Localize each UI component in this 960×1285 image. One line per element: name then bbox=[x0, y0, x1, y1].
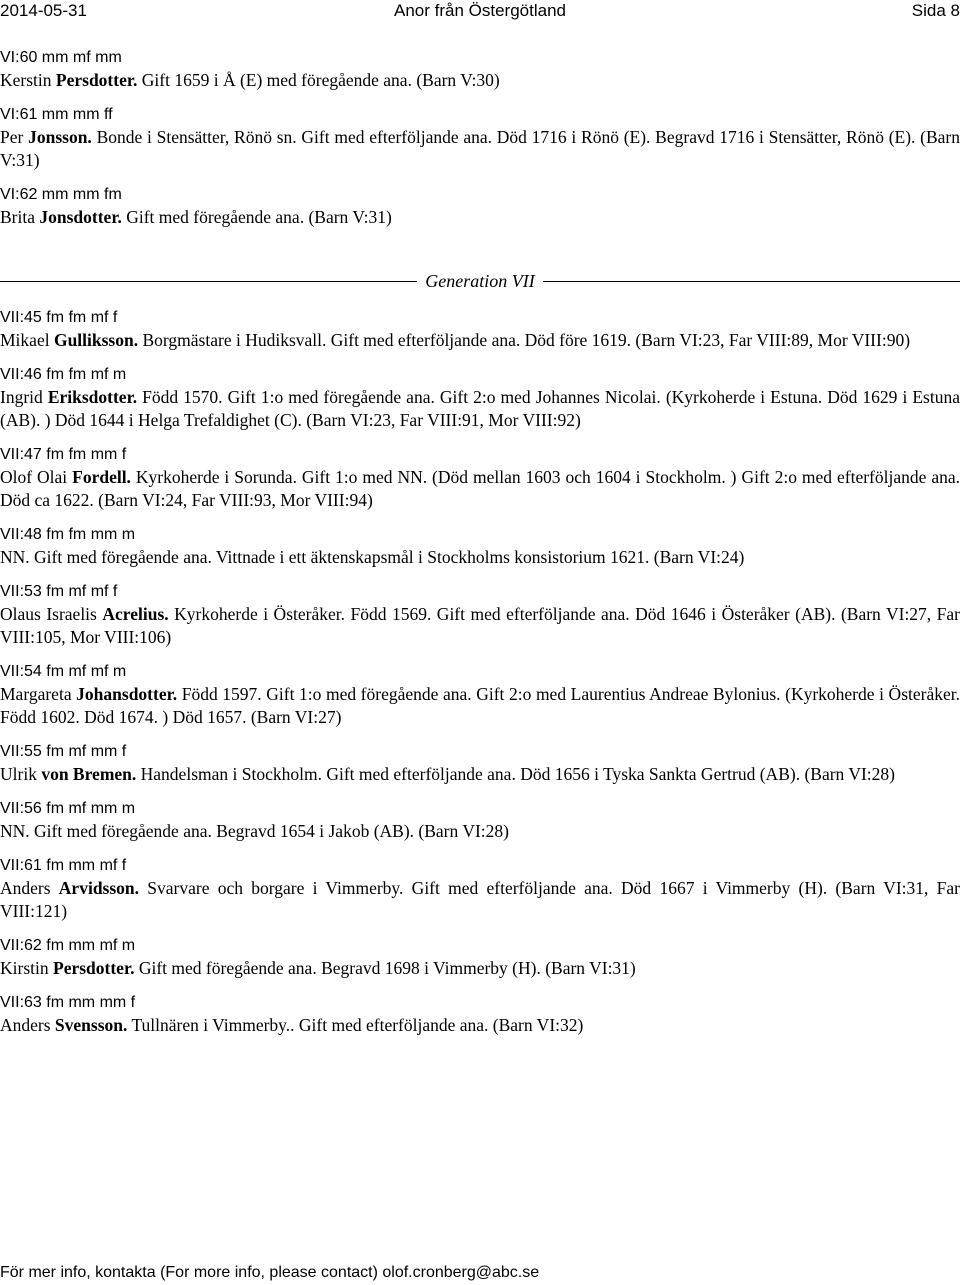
surname: Johansdotter. bbox=[76, 684, 178, 704]
surname: Fordell. bbox=[72, 467, 131, 487]
ancestor-entry bbox=[0, 798, 960, 843]
ancestor-description bbox=[0, 877, 960, 923]
ancestor-code: VII:62 fm mm mf m bbox=[0, 937, 136, 954]
ancestor-code: VII:63 fm mm mm f bbox=[0, 994, 136, 1011]
entry-details: Bonde i Stensätter, Rönö sn. Gift med efterföljande ana. Död 1716 i Rönö (E). Begravd 1716 i Stensätter, Rönö (E). (Barn V:31) bbox=[0, 127, 960, 170]
entry-details: NN. Gift med föregående ana. Vittnade i ett äktenskapsmål i Stockholms konsistorium 1621. (Barn VI:24) bbox=[0, 547, 745, 567]
ancestor-entry bbox=[0, 47, 960, 92]
ancestor-entry bbox=[0, 184, 960, 229]
ancestor-code: VII:56 fm mf mm m bbox=[0, 800, 136, 817]
ancestor-code: VII:61 fm mm mf f bbox=[0, 857, 127, 874]
header-title: Anor från Östergötland bbox=[394, 1, 566, 20]
surname: Jonsdotter. bbox=[39, 207, 122, 227]
ancestor-entry bbox=[0, 661, 960, 729]
ancestor-description bbox=[0, 466, 960, 512]
ancestor-code: VI:61 mm mm ff bbox=[0, 106, 113, 123]
surname: Persdotter. bbox=[55, 70, 138, 90]
entry-details: Gift 1659 i Å (E) med föregående ana. (Barn V:30) bbox=[137, 70, 500, 90]
header-date: 2014-05-31 bbox=[0, 1, 87, 20]
surname: von Bremen. bbox=[41, 764, 137, 784]
ancestor-entry bbox=[0, 104, 960, 172]
entry-details: Gift med föregående ana. Begravd 1698 i Vimmerby (H). (Barn VI:31) bbox=[134, 958, 636, 978]
surname: Persdotter. bbox=[53, 958, 135, 978]
ancestor-description bbox=[0, 820, 960, 843]
divider-line-right bbox=[543, 281, 960, 282]
divider-line-left bbox=[0, 281, 417, 282]
ancestor-description bbox=[0, 329, 960, 352]
ancestor-entry bbox=[0, 307, 960, 352]
given-name: Anders bbox=[0, 1015, 55, 1035]
ancestor-description bbox=[0, 126, 960, 172]
given-name: Kerstin bbox=[0, 70, 56, 90]
given-name: Margareta bbox=[0, 684, 77, 704]
ancestor-description bbox=[0, 386, 960, 432]
surname: Arvidsson. bbox=[58, 878, 140, 898]
ancestor-description bbox=[0, 1014, 960, 1037]
given-name: Olof Olai bbox=[0, 467, 73, 487]
entry-details: Tullnären i Vimmerby.. Gift med efterföljande ana. (Barn VI:32) bbox=[127, 1015, 584, 1035]
ancestor-code: VII:46 fm fm mf m bbox=[0, 366, 127, 383]
entry-details: NN. Gift med föregående ana. Begravd 1654 i Jakob (AB). (Barn VI:28) bbox=[0, 821, 509, 841]
given-name: Ulrik bbox=[0, 764, 42, 784]
ancestor-description bbox=[0, 546, 960, 569]
page-header bbox=[0, 0, 960, 22]
ancestor-description bbox=[0, 603, 960, 649]
ancestor-description bbox=[0, 683, 960, 729]
generation-label: Generation VII bbox=[425, 271, 535, 291]
ancestor-entry bbox=[0, 935, 960, 980]
ancestor-code: VII:53 fm mf mf f bbox=[0, 583, 118, 600]
entry-details: Född 1597. Gift 1:o med föregående ana. Gift 2:o med Laurentius Andreae Bylonius. (Kyrkoherde i Österåker. Född 1602. Död 1674. ) Död 1657. (Barn VI:27) bbox=[0, 684, 960, 727]
entries-generation-vii bbox=[0, 307, 960, 1037]
generation-divider bbox=[0, 269, 960, 293]
ancestor-description bbox=[0, 69, 960, 92]
surname: Jonsson. bbox=[28, 127, 92, 147]
ancestor-description bbox=[0, 957, 960, 980]
entry-details: Kyrkoherde i Sorunda. Gift 1:o med NN. (Död mellan 1603 och 1604 i Stockholm. ) Gift 2:o med efterföljande ana. Död ca 1622. (Barn VI:24, Far VIII:93, Mor VIII:94) bbox=[0, 467, 960, 510]
surname: Acrelius. bbox=[102, 604, 169, 624]
ancestor-description bbox=[0, 763, 960, 786]
ancestor-entry bbox=[0, 364, 960, 432]
given-name: Per bbox=[0, 127, 29, 147]
ancestor-entry bbox=[0, 581, 960, 649]
header-page-number: Sida 8 bbox=[911, 1, 960, 20]
given-name: Ingrid bbox=[0, 387, 48, 407]
document-body bbox=[0, 47, 960, 1049]
ancestor-code: VII:54 fm mf mf m bbox=[0, 663, 127, 680]
given-name: Brita bbox=[0, 207, 40, 227]
given-name: Mikael bbox=[0, 330, 54, 350]
given-name: Anders bbox=[0, 878, 59, 898]
given-name: Kirstin bbox=[0, 958, 53, 978]
ancestor-code: VII:55 fm mf mm f bbox=[0, 743, 127, 760]
entries-generation-vi bbox=[0, 47, 960, 229]
ancestor-description bbox=[0, 206, 960, 229]
entry-details: Kyrkoherde i Österåker. Född 1569. Gift med efterföljande ana. Död 1646 i Österåker (AB). (Barn VI:27, Far VIII:105, Mor VIII:106) bbox=[0, 604, 960, 647]
surname: Eriksdotter. bbox=[47, 387, 138, 407]
ancestor-code: VII:47 fm fm mm f bbox=[0, 446, 127, 463]
ancestor-entry bbox=[0, 741, 960, 786]
ancestor-code: VII:48 fm fm mm m bbox=[0, 526, 136, 543]
ancestor-entry bbox=[0, 444, 960, 512]
surname: Svensson. bbox=[54, 1015, 128, 1035]
ancestor-code: VII:45 fm fm mf f bbox=[0, 309, 118, 326]
entry-details: Svarvare och borgare i Vimmerby. Gift med efterföljande ana. Död 1667 i Vimmerby (H). (Barn VI:31, Far VIII:121) bbox=[0, 878, 960, 921]
given-name: Olaus Israelis bbox=[0, 604, 103, 624]
entry-details: Gift med föregående ana. (Barn V:31) bbox=[121, 207, 392, 227]
ancestor-code: VI:60 mm mf mm bbox=[0, 49, 122, 66]
ancestor-entry bbox=[0, 524, 960, 569]
ancestor-code: VI:62 mm mm fm bbox=[0, 186, 122, 203]
entry-details: Född 1570. Gift 1:o med föregående ana. Gift 2:o med Johannes Nicolai. (Kyrkoherde i Estuna. Död 1629 i Estuna (AB). ) Död 1644 i Helga Trefaldighet (C). (Barn VI:23, Far VIII:91, Mor VIII:92) bbox=[0, 387, 960, 430]
surname: Gulliksson. bbox=[53, 330, 139, 350]
entry-details: Handelsman i Stockholm. Gift med efterföljande ana. Död 1656 i Tyska Sankta Gertrud (AB). (Barn VI:28) bbox=[136, 764, 896, 784]
ancestor-entry bbox=[0, 855, 960, 923]
entry-details: Borgmästare i Hudiksvall. Gift med efterföljande ana. Död före 1619. (Barn VI:23, Far VIII:89, Mor VIII:90) bbox=[138, 330, 911, 350]
page-footer: För mer info, kontakta (For more info, please contact) olof.cronberg@abc.se bbox=[0, 1264, 540, 1281]
ancestor-entry bbox=[0, 992, 960, 1037]
